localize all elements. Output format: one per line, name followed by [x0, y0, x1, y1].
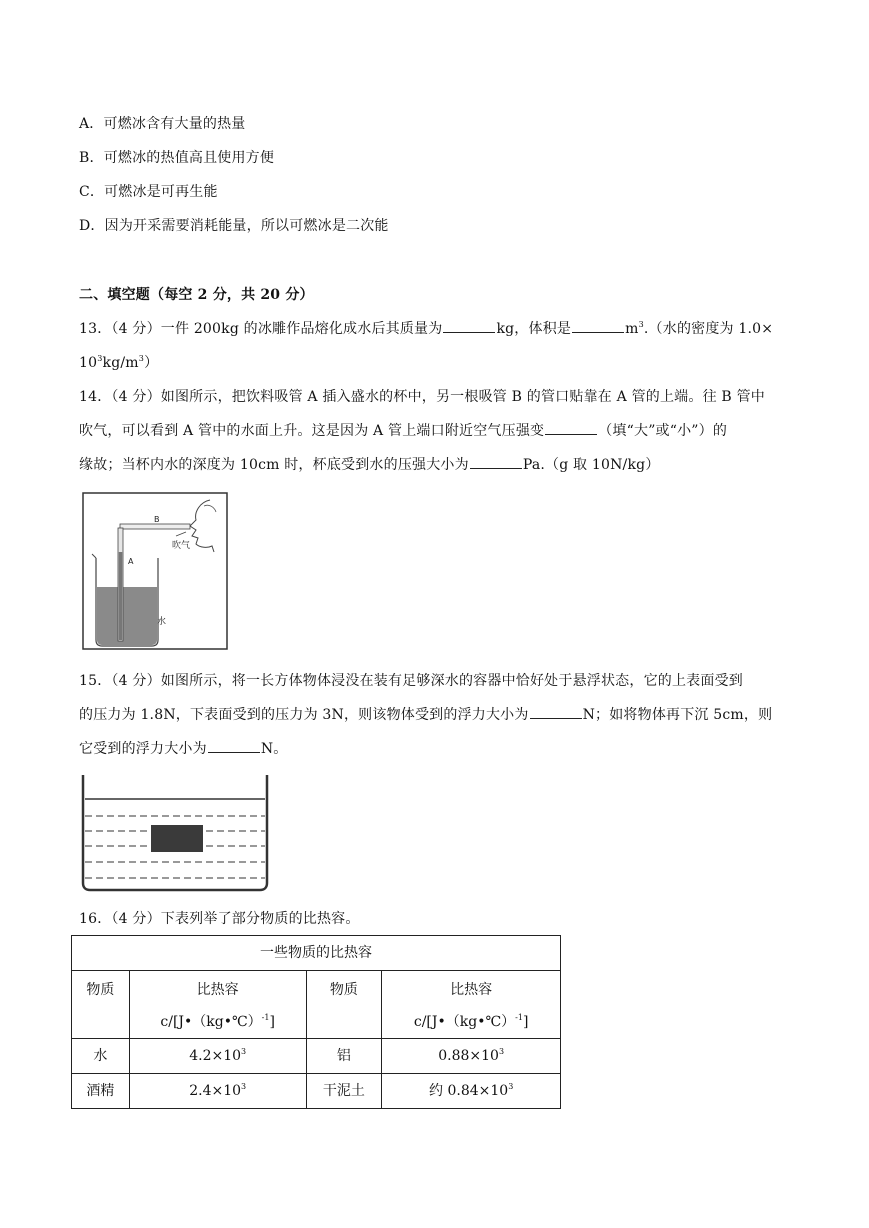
q15-blank-buoyancy-2[interactable] [208, 738, 260, 753]
q15-text-4: N。 [260, 741, 288, 757]
q15-text-3: 它受到的浮力大小为 [79, 741, 207, 757]
header-heat-1-text: 比热容 [196, 982, 239, 998]
header-heat-1 [129, 971, 306, 1039]
cell-value-exp: 3 [498, 1047, 505, 1056]
table-row [72, 1039, 561, 1074]
table-row [72, 1074, 561, 1109]
q14-blank-pressure-value[interactable] [470, 454, 522, 469]
cell-value-exp: 3 [508, 1082, 514, 1091]
cell-substance: 水 [72, 1039, 130, 1074]
cell-value [382, 1074, 561, 1109]
q14-text-3: 缘故；当杯内水的深度为 10cm 时，杯底受到水的压强大小为 [79, 457, 469, 473]
header-substance-1 [72, 971, 130, 1039]
question-13-line1 [79, 318, 773, 338]
header-unit-2-text: c/[J•（kg•℃） [413, 1014, 516, 1030]
header-substance-2 [306, 971, 382, 1039]
header-unit-1-end: ] [269, 1014, 275, 1030]
header-unit-2-end: ] [522, 1014, 529, 1030]
fig-label-a: A [128, 557, 134, 566]
question-14-line1: 14．（4 分）如图所示，把饮料吸管 A 插入盛水的杯中，另一根吸管 B 的管口贴靠在 A 管的上端。往 B 管中 [79, 389, 765, 405]
fig-label-water: 水 [157, 617, 167, 627]
cell-substance: 酒精 [72, 1074, 130, 1109]
q13-unit-sup: 3 [638, 320, 644, 329]
option-d: D．因为开采需要消耗能量，所以可燃冰是二次能 [79, 218, 389, 234]
cell-value-exp: 3 [241, 1082, 247, 1091]
header-substance-2-text: 物质 [329, 982, 358, 998]
table-caption: 一些物质的比热容 [72, 936, 561, 971]
question-14-line2 [79, 420, 727, 440]
specific-heat-table [71, 935, 561, 1109]
cell-value-base: 4.2×10 [189, 1048, 242, 1064]
q15-text-2: N；如将物体再下沉 5cm，则 [582, 707, 773, 723]
q13-density-unit-exp: 3 [138, 354, 145, 363]
q13-density-base: 10 [79, 355, 98, 371]
cell-value [129, 1074, 306, 1109]
question-15-line1: 15．（4 分）如图所示，将一长方体物体浸没在装有足够深水的容器中恰好处于悬浮状态，它的上表面受到 [79, 673, 743, 689]
header-heat-2 [382, 971, 561, 1039]
section-title: 二、填空题（每空 2 分，共 20 分） [79, 287, 314, 303]
q13-blank-volume[interactable] [572, 318, 624, 333]
question-15-line3 [79, 738, 287, 758]
q15-text-1: 的压力为 1.8N，下表面受到的压力为 3N，则该物体受到的浮力大小为 [79, 707, 529, 723]
option-c: C．可燃冰是可再生能 [79, 184, 218, 200]
cell-value [129, 1039, 306, 1074]
cell-value-base: 2.4×10 [189, 1083, 242, 1099]
cell-value-base: 0.88×10 [438, 1048, 499, 1064]
header-unit-2 [382, 1011, 560, 1031]
q13-text-2: kg，体积是 [496, 321, 572, 337]
fig-label-blow: 吹气 [172, 541, 191, 551]
q14-text-4: Pa.（g 取 10N/kg） [522, 457, 660, 473]
q13-density-exp: 3 [97, 354, 103, 363]
header-heat-2-text: 比热容 [450, 982, 493, 998]
option-b: B．可燃冰的热值高且使用方便 [79, 150, 275, 166]
cell-value [382, 1039, 561, 1074]
straw-beaker-figure [82, 492, 228, 650]
cell-value-exp: 3 [241, 1047, 247, 1056]
q13-blank-mass[interactable] [443, 318, 495, 333]
option-a: A．可燃冰含有大量的热量 [79, 116, 246, 132]
q15-blank-buoyancy-1[interactable] [530, 704, 582, 719]
header-unit-1-sup: -1 [261, 1013, 270, 1022]
header-unit-1-text: c/[J•（kg•℃） [160, 1014, 262, 1030]
question-16-intro: 16．（4 分）下表列举了部分物质的比热容。 [79, 911, 360, 927]
q13-close: ） [144, 355, 159, 371]
cell-value-base: 约 0.84×10 [429, 1083, 509, 1099]
q14-blank-pressure-change[interactable] [545, 420, 597, 435]
fig-label-b: B [154, 515, 160, 524]
q13-density-unit: kg/m [102, 355, 139, 371]
header-substance-1-text: 物质 [86, 982, 115, 998]
q13-text-1: 13．（4 分）一件 200kg 的冰雕作品熔化成水后其质量为 [79, 321, 443, 337]
question-13-line2 [79, 352, 158, 372]
q14-text-2: （填“大”或“小”）的 [598, 423, 728, 439]
header-unit-2-sup: -1 [515, 1013, 523, 1022]
question-14-line3 [79, 454, 660, 474]
cell-substance: 干泥土 [306, 1074, 382, 1109]
question-15-line2 [79, 704, 772, 724]
q13-unit: m [625, 321, 639, 337]
header-unit-1 [130, 1011, 306, 1031]
q14-text-1: 吹气，可以看到 A 管中的水面上升。这是因为 A 管上端口附近空气压强变 [79, 423, 545, 439]
container-block-figure [80, 775, 270, 893]
q13-text-3: .（水的密度为 1.0× [643, 321, 774, 337]
cell-substance: 铝 [306, 1039, 382, 1074]
